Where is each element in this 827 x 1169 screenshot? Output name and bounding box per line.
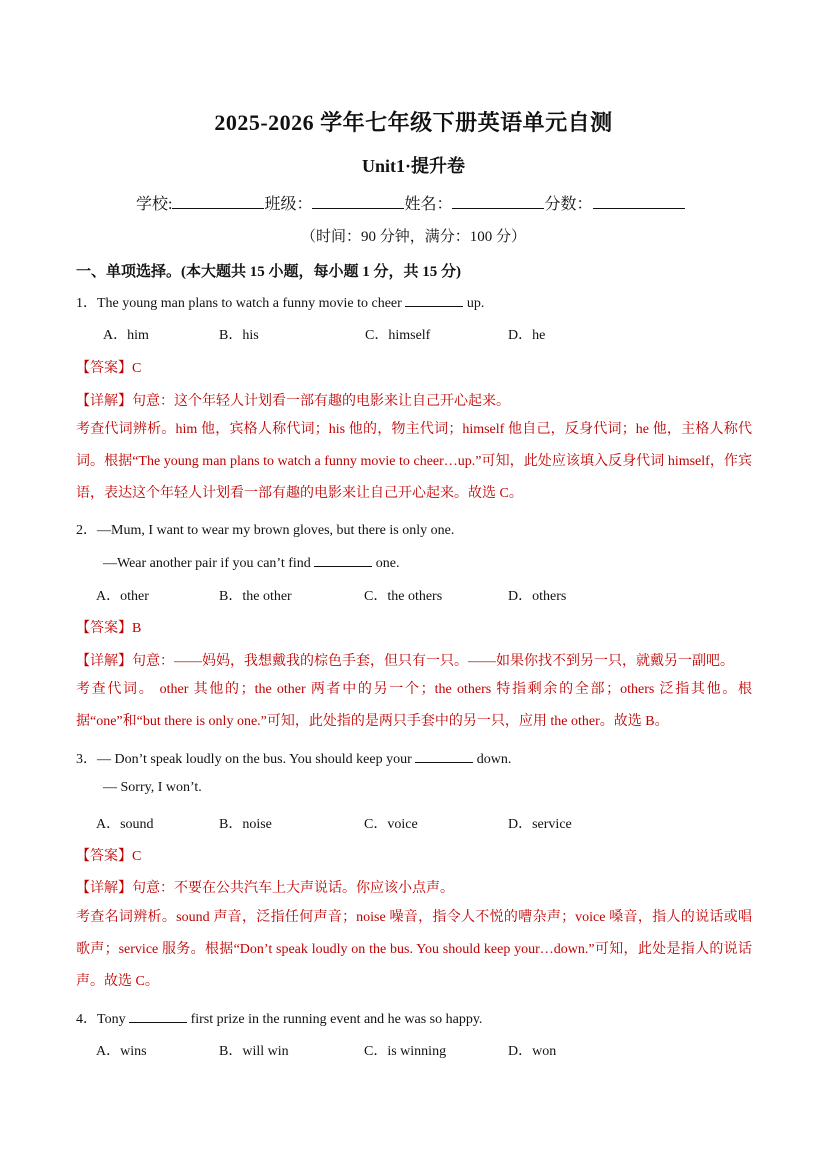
option-b: B．will win bbox=[219, 1044, 289, 1059]
class-label: 班级： bbox=[264, 196, 313, 213]
score-label: 分数： bbox=[544, 196, 593, 213]
option-c: C．voice bbox=[364, 817, 418, 832]
option-c: C．is winning bbox=[364, 1044, 447, 1059]
question-2-explanation: 考查代词。 other 其他的；the other 两者中的另一个；the others 特指剩余的全部；others 泛指其他。根据“one”和“but there is only one.”可知，此处指的是两只手套中的另一只，应用 the other。故选 B。 bbox=[76, 682, 752, 729]
answer-blank bbox=[314, 552, 372, 567]
question-3-stem: 3．— Don’t speak loudly on the bus. You should keep your down. bbox=[76, 748, 511, 768]
question-4-stem: 4．Tony first prize in the running event and he was so happy. bbox=[76, 1008, 482, 1028]
question-3-explanation: 考查名词辨析。sound 声音，泛指任何声音；noise 噪音，指令人不悦的嘈杂声；voice 嗓音，指人的说话或唱歌声；service 服务。根据“Don’t speak loudly on the bus. You should keep your…down.”可知，此处是指人的说话声。故选 C。 bbox=[76, 910, 752, 989]
option-d: D．he bbox=[508, 328, 546, 343]
option-d: D．others bbox=[508, 589, 567, 604]
question-1-explanation: 考查代词辨析。him 他，宾格人称代词；his 他的，物主代词；himself 他自己，反身代词；he 他，主格人称代词。根据“The young man plans to watch a funny movie to cheer…up.”可知，此处应该填入反身代词 himself，作宾语，表达这个年轻人计划看一部有趣的电影来让自己开心起来。故选 C。 bbox=[76, 422, 752, 501]
option-a: A．wins bbox=[96, 1044, 147, 1059]
option-a: A．sound bbox=[96, 817, 154, 832]
time-note: （时间：90 分钟，满分：100 分） bbox=[300, 229, 526, 245]
question-1-stem: 1．The young man plans to watch a funny movie to cheer up. bbox=[76, 292, 484, 312]
option-d: D．won bbox=[508, 1044, 557, 1059]
answer-blank bbox=[129, 1008, 187, 1023]
option-c: C．himself bbox=[365, 328, 431, 343]
question-3-stem-2: — Sorry, I won’t. bbox=[103, 780, 202, 795]
option-b: B．noise bbox=[219, 817, 272, 832]
question-2-answer: 【答案】B bbox=[76, 621, 142, 636]
question-2-stem: 2．—Mum, I want to wear my brown gloves, but there is only one. bbox=[76, 523, 455, 538]
option-d: D．service bbox=[508, 817, 572, 832]
question-2-detail: 【详解】句意：——妈妈，我想戴我的棕色手套，但只有一只。——如果你找不到另一只，就戴另一副吧。 bbox=[76, 654, 734, 669]
option-a: A．other bbox=[96, 589, 149, 604]
school-blank bbox=[172, 191, 264, 209]
question-3-answer: 【答案】C bbox=[76, 849, 142, 864]
question-1-answer: 【答案】C bbox=[76, 361, 142, 376]
option-c: C．the others bbox=[364, 589, 443, 604]
question-3-detail: 【详解】句意：不要在公共汽车上大声说话。你应该小点声。 bbox=[76, 881, 454, 896]
answer-blank bbox=[405, 292, 463, 307]
section-heading: 一、单项选择。(本大题共 15 小题，每小题 1 分，共 15 分) bbox=[76, 264, 461, 280]
option-b: B．his bbox=[219, 328, 259, 343]
name-blank bbox=[452, 191, 544, 209]
question-1-detail: 【详解】句意：这个年轻人计划看一部有趣的电影来让自己开心起来。 bbox=[76, 394, 510, 409]
student-info-row bbox=[136, 191, 736, 214]
page-title: 2025-2026 学年七年级下册英语单元自测 bbox=[214, 110, 613, 135]
question-2-stem-2: —Wear another pair if you can’t find one. bbox=[103, 552, 399, 572]
option-b: B．the other bbox=[219, 589, 292, 604]
school-label: 学校: bbox=[136, 196, 173, 213]
score-blank bbox=[593, 191, 685, 209]
page-subtitle: Unit1·提升卷 bbox=[361, 156, 465, 176]
class-blank bbox=[312, 191, 404, 209]
answer-blank bbox=[415, 748, 473, 763]
option-a: A．him bbox=[103, 328, 149, 343]
name-label: 姓名： bbox=[404, 196, 453, 213]
